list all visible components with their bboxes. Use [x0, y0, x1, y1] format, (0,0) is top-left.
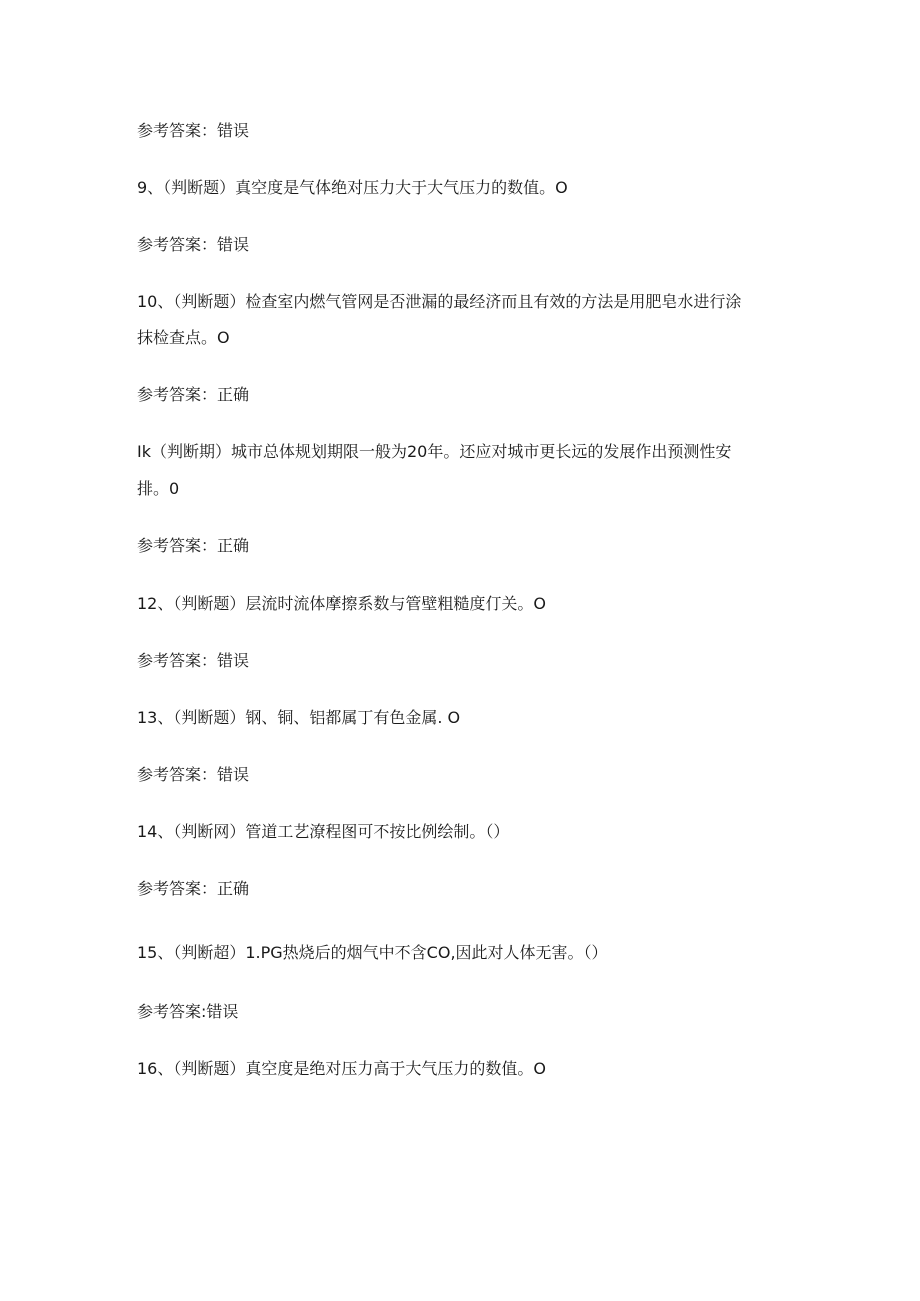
answer-line: 参考答案：正确	[137, 879, 250, 898]
question-11-line-1: Ik（判断期）城市总体规划期限一般为20年。还应对城市更长远的发展作出预测性安	[137, 442, 732, 461]
question-9: 9、（判断题）真空度是气体绝对压力大于大气压力的数值。O	[137, 178, 568, 197]
answer-line: 参考答案:错误	[137, 1002, 239, 1021]
question-15: 15、（判断超）1.PG热烧后的烟气中不含CO,因此对人体无害。（）	[137, 943, 608, 962]
question-16: 16、（判断题）真空度是绝对压力高于大气压力的数值。O	[137, 1059, 546, 1078]
answer-line: 参考答案：错误	[137, 235, 250, 254]
answer-line: 参考答案：错误	[137, 765, 250, 784]
question-10-line-1: 10、（判断题）检查室内燃气管网是否泄漏的最经济而且有效的方法是用肥皂水进行涂	[137, 292, 742, 311]
answer-line: 参考答案：错误	[137, 121, 250, 140]
answer-line: 参考答案：正确	[137, 385, 250, 404]
answer-line: 参考答案：正确	[137, 536, 250, 555]
question-10-line-2: 抹检查点。O	[137, 328, 230, 347]
question-12: 12、（判断题）层流时流体摩擦系数与管壁粗糙度仃关。O	[137, 594, 546, 613]
question-14: 14、（判断网）管道工艺潦程图可不按比例绘制。（）	[137, 822, 510, 841]
question-13: 13、（判断题）钢、铜、铝都属丁有色金属. O	[137, 708, 461, 727]
question-11-line-2: 排。0	[137, 479, 180, 498]
answer-line: 参考答案：错误	[137, 651, 250, 670]
